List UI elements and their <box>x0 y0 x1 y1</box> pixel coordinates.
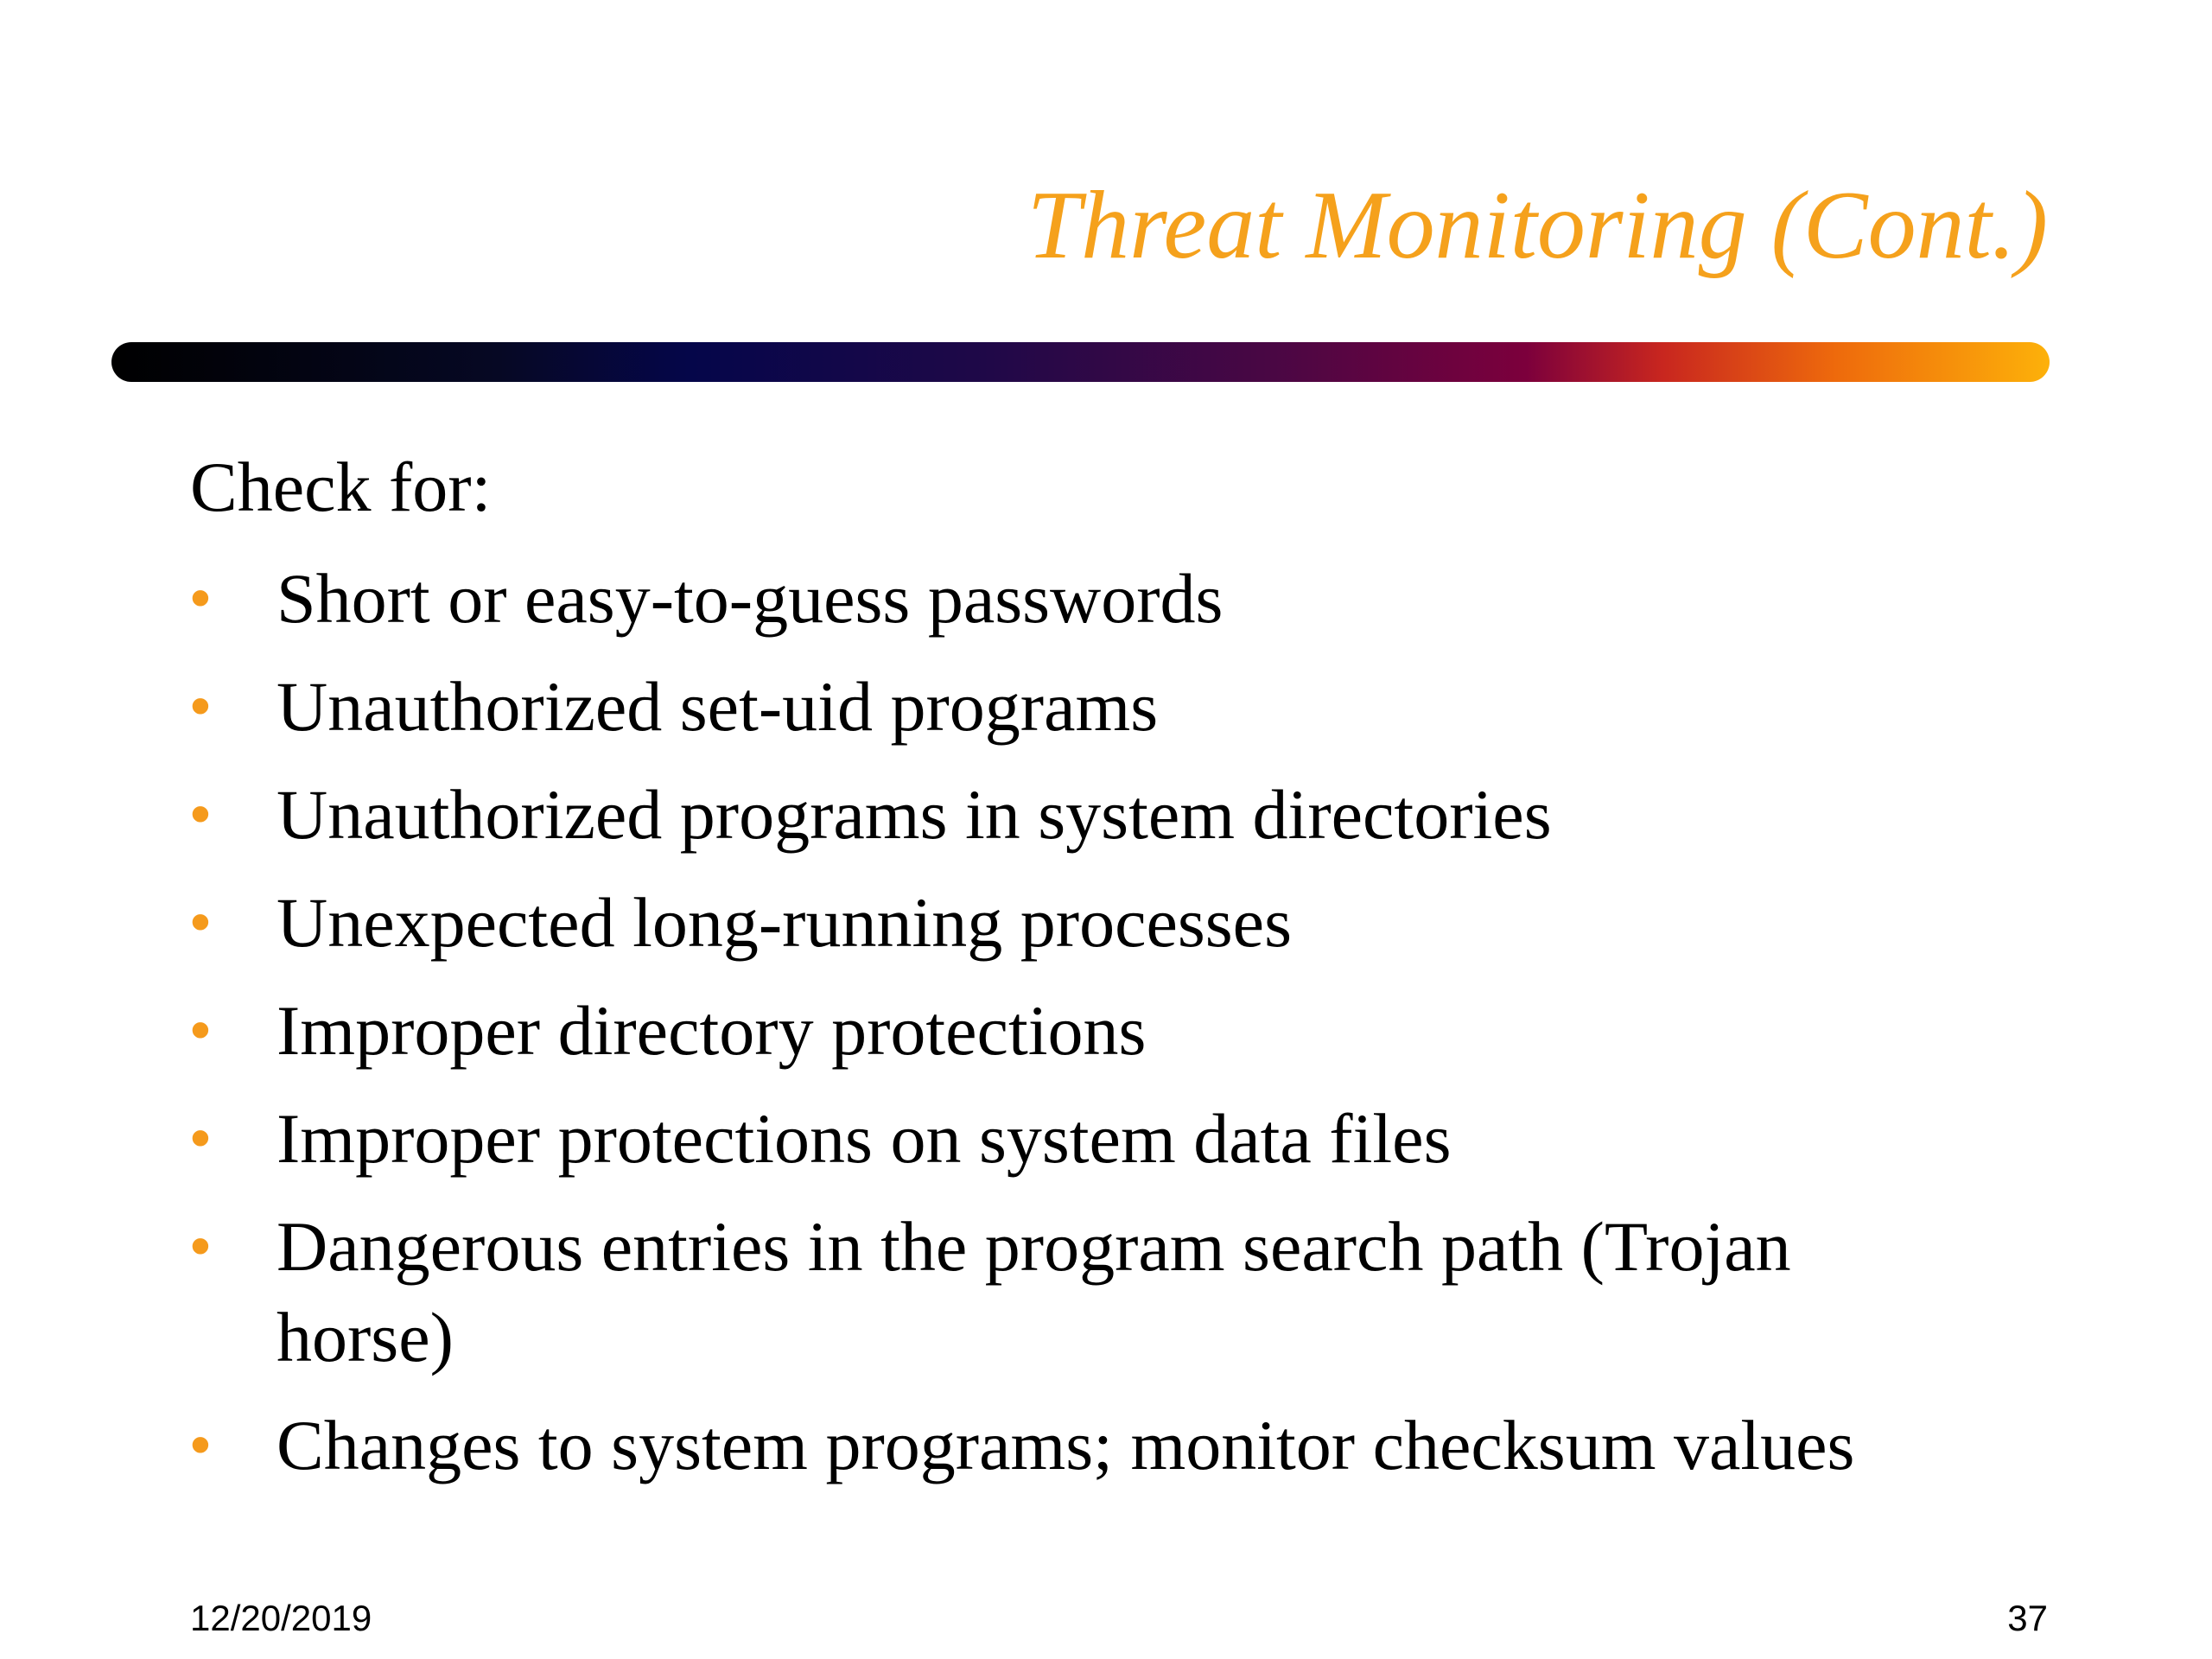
bullet-dot-icon: • <box>190 889 211 955</box>
intro-text: Check for: <box>190 448 492 526</box>
bullet-text: Short or easy-to-guess passwords <box>276 559 1224 638</box>
bullet-dot-icon: • <box>190 781 211 847</box>
bullet-text: Changes to system programs; monitor checksum values <box>276 1406 1855 1484</box>
footer-date: 12/20/2019 <box>190 1598 372 1638</box>
title-divider <box>111 342 2050 382</box>
bullet-text: Unauthorized programs in system directories <box>276 775 1552 854</box>
bullet-dot-icon: • <box>190 565 211 631</box>
bullet-text: Unexpected long-running processes <box>276 883 1292 962</box>
bullet-text: Unauthorized set-uid programs <box>276 667 1159 746</box>
bullet-dot-icon: • <box>190 997 211 1063</box>
bullet-dot-icon: • <box>190 1213 211 1279</box>
bullet-text: Dangerous entries in the program search path (Trojan <box>276 1207 1791 1286</box>
slide-title: Threat Monitoring (Cont.) <box>1027 172 2048 279</box>
bullet-text: Improper directory protections <box>276 991 1147 1070</box>
bullet-dot-icon: • <box>190 1105 211 1171</box>
bullet-text: Improper protections on system data files <box>276 1099 1452 1178</box>
bullet-dot-icon: • <box>190 1412 211 1478</box>
page-number: 37 <box>2007 1598 2048 1638</box>
bullet-text-continuation: horse) <box>276 1298 454 1376</box>
bullet-dot-icon: • <box>190 673 211 739</box>
